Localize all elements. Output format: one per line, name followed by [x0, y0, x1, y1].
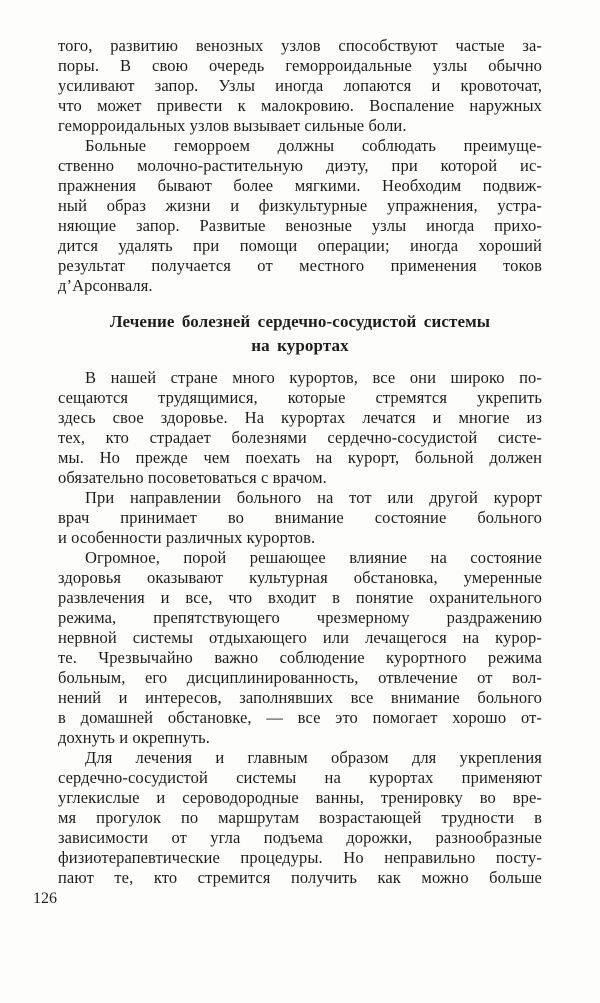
page-number: 126 [33, 890, 57, 907]
text-line: в домашней обстановке, — все это помогает хорошо от- [58, 708, 542, 727]
text-line: на курортах [251, 336, 349, 355]
paragraph-resorts-intro [58, 368, 542, 488]
text-line: мы. Но прежде чем поехать на курорт, больной должен [58, 448, 542, 467]
text-line: Для лечения и главным образом для укрепления [85, 748, 542, 767]
paragraph-resort-regimen [58, 548, 542, 748]
paragraph-resort-treatments [58, 748, 542, 888]
section-heading [58, 310, 542, 358]
text-line: пражнения бывают более мягкими. Необходим подвиж- [58, 176, 542, 195]
text-line: зависимости от угла подъема дорожки, разнообразные [58, 828, 542, 847]
text-line: что может привести к малокровию. Воспаление наружных [58, 96, 542, 115]
text-line: д’Арсонваля. [58, 276, 153, 295]
text-block [58, 36, 542, 888]
paragraph-doctor-referral [58, 488, 542, 548]
text-line: Огромное, порой решающее влияние на состояние [85, 548, 542, 567]
text-line: сердечно-сосудистой системы на курортах применяют [58, 768, 542, 787]
text-line: Больные геморроем должны соблюдать преимуще- [85, 136, 542, 155]
text-line: нений и интересов, заполнявших все внимание больного [58, 688, 542, 707]
text-line: развлечения и все, что входит в понятие охранительного [58, 588, 542, 607]
text-line: мя прогулок по маршрутам возрастающей трудности в [58, 808, 542, 827]
text-line: физиотерапевтические процедуры. Но неправильно посту- [58, 848, 542, 867]
text-line: геморроидальных узлов вызывает сильные боли. [58, 116, 407, 135]
text-line: В нашей стране много курортов, все они широко по- [85, 368, 542, 387]
paragraph-hemorrhoid-nodes-continuation [58, 36, 542, 136]
text-line: те. Чрезвычайно важно соблюдение курортного режима [58, 648, 542, 667]
text-line: того, развитию венозных узлов способствуют частые за- [58, 36, 542, 55]
text-line: обязательно посоветоваться с врачом. [58, 468, 327, 487]
text-line: дохнуть и окрепнуть. [58, 728, 210, 747]
paragraph-hemorrhoid-diet-regimen [58, 136, 542, 296]
text-line: ный образ жизни и физкультурные упражнения, устра- [58, 196, 542, 215]
text-line: здоровья оказывают культурная обстановка, умеренные [58, 568, 542, 587]
text-line: больным, его дисциплинированность, отвлечение от вол- [58, 668, 542, 687]
text-line: При направлении больного на тот или другой курорт [85, 488, 542, 507]
text-line: усиливают запор. Узлы иногда лопаются и кровоточат, [58, 76, 542, 95]
text-line: результат получается от местного применения токов [58, 256, 542, 275]
text-line: поры. В свою очередь геморроидальные узлы обычно [58, 56, 542, 75]
text-line: пают те, кто стремится получить как можно больше [58, 868, 542, 887]
text-line: тех, кто страдает болезнями сердечно-сосудистой систе- [58, 428, 542, 447]
text-line: врач принимает во внимание состояние больного [58, 508, 542, 527]
text-line: няющие запор. Развитые венозные узлы иногда прихо- [58, 216, 542, 235]
text-line: нервной системы отдыхающего или лечащегося на курор- [58, 628, 542, 647]
text-line: Лечение болезней сердечно-сосудистой системы [109, 312, 491, 331]
text-line: дится удалять при помощи операции; иногда хороший [58, 236, 542, 255]
text-line: здесь свое здоровье. На курортах лечатся и многие из [58, 408, 542, 427]
text-line: ственно молочно-растительную диэту, при которой ис- [58, 156, 542, 175]
text-line: режима, препятствующего чрезмерному раздражению [58, 608, 542, 627]
text-line: и особенности различных курортов. [58, 528, 316, 547]
text-line: сещаются трудящимися, которые стремятся укрепить [58, 388, 542, 407]
text-line: углекислые и сероводородные ванны, тренировку во вре- [58, 788, 542, 807]
